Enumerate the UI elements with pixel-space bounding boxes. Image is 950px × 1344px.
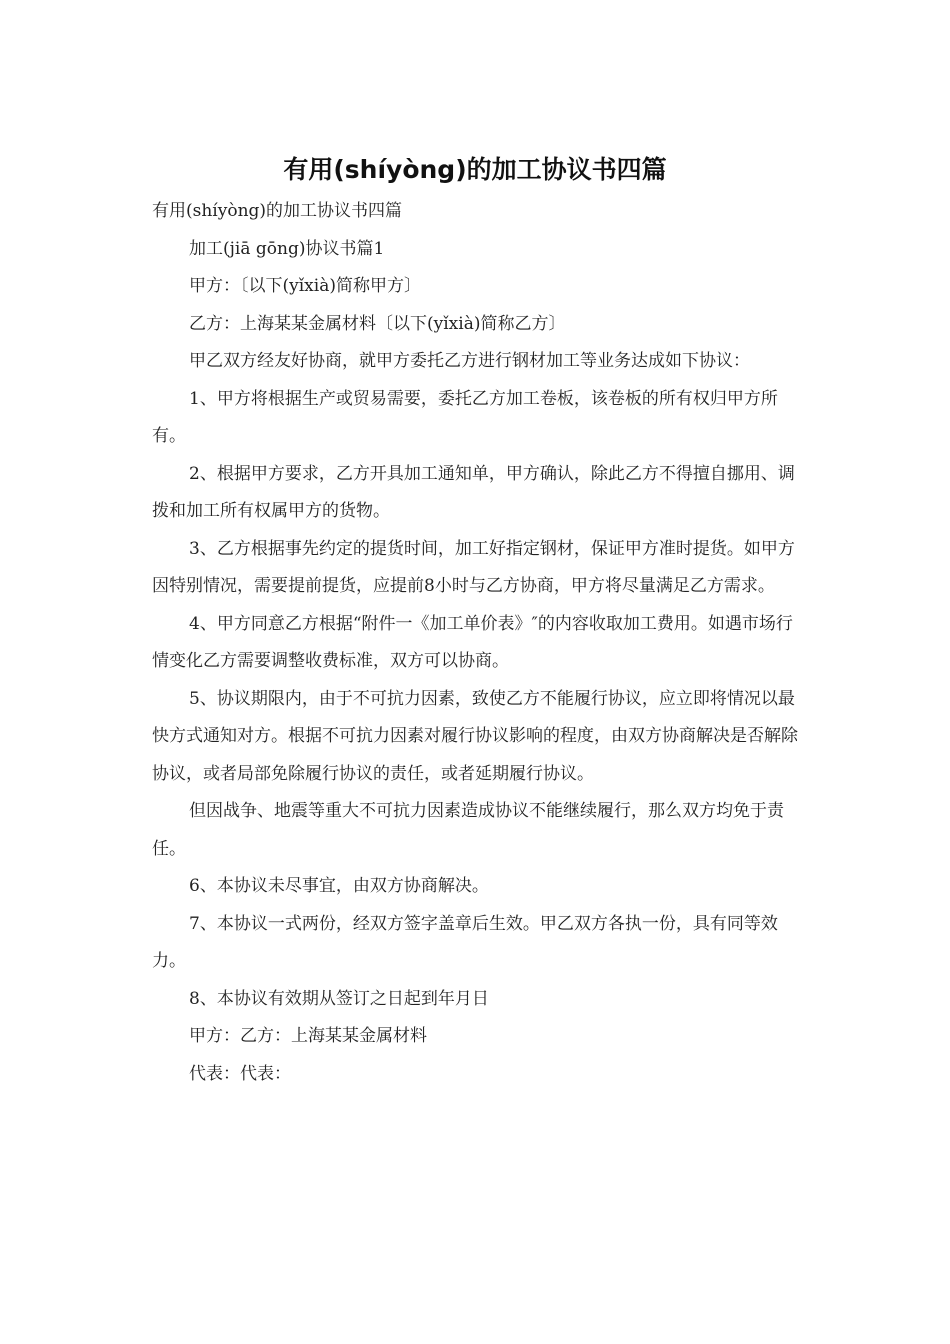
signature-parties-line: 甲方：乙方：上海某某金属材料 [189, 1026, 427, 1046]
document-title: 有用(shíyòng)的加工协议书四篇 [283, 155, 667, 184]
clause-7: 7、本协议一式两份，经双方签字盖章后生效。甲乙双方各执一份，具有同等效力。 [152, 913, 778, 971]
document-body [152, 193, 802, 1093]
agreement-heading: 加工(jiā gōng)协议书篇1 [189, 238, 385, 259]
clause-4: 4、甲方同意乙方根据“附件一《加工单价表》″的内容收取加工费用。如遇市场行情变化乙方需要调整收费标准，双方可以协商。 [152, 613, 793, 671]
signature-representatives-line: 代表：代表： [189, 1063, 291, 1084]
subtitle-line: 有用(shíyòng)的加工协议书四篇 [152, 201, 403, 221]
clause-3: 3、乙方根据事先约定的提货时间，加工好指定钢材，保证甲方准时提货。如甲方因特别情况，需要提前提货，应提前8小时与乙方协商，甲方将尽量满足乙方需求。 [152, 538, 795, 596]
clause-6: 6、本协议未尽事宜，由双方协商解决。 [189, 876, 489, 896]
clause-2: 2、根据甲方要求，乙方开具加工通知单，甲方确认，除此乙方不得擅自挪用、调拨和加工所有权属甲方的货物。 [152, 463, 795, 521]
clause-5: 5、协议期限内，由于不可抗力因素，致使乙方不能履行协议，应立即将情况以最快方式通知对方。根据不可抗力因素对履行协议影响的程度，由双方协商解决是否解除协议，或者局部免除履行协议的责任，或者延期履行协议。 [152, 688, 798, 784]
preamble-paragraph: 甲乙双方经友好协商，就甲方委托乙方进行钢材加工等业务达成如下协议： [189, 351, 750, 371]
party-a-line: 甲方：〔以下(yǐxià)简称甲方〕 [189, 276, 421, 296]
party-b-line: 乙方：上海某某金属材料〔以下(yǐxià)简称乙方〕 [189, 313, 566, 334]
clause-8: 8、本协议有效期从签订之日起到年月日 [189, 988, 489, 1009]
force-majeure-note: 但因战争、地震等重大不可抗力因素造成协议不能继续履行，那么双方均免于责任。 [152, 801, 784, 859]
clause-1: 1、甲方将根据生产或贸易需要，委托乙方加工卷板，该卷板的所有权归甲方所有。 [152, 388, 778, 446]
